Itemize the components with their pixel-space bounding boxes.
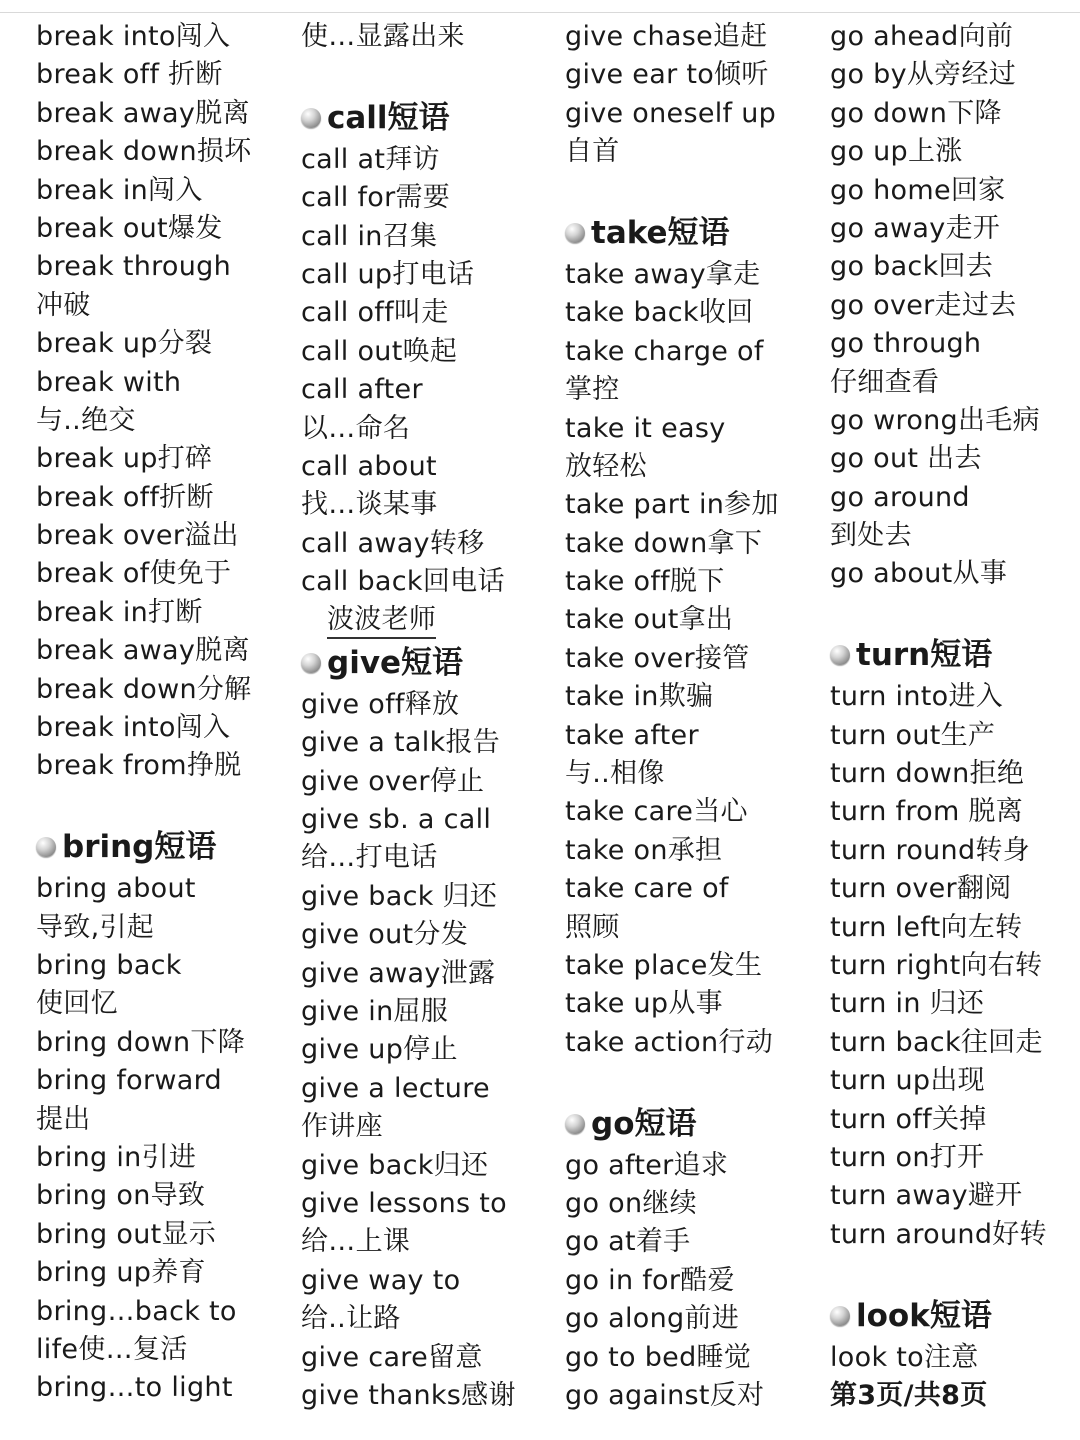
- section-heading: [565, 1101, 815, 1147]
- section-heading: [830, 1293, 1075, 1339]
- phrase-entry: give away泄露: [301, 957, 496, 989]
- phrase-entry: 以…命名: [301, 412, 411, 444]
- phrase-entry: go ahead向前: [830, 21, 1014, 52]
- phrase-entry: 与..绝交: [36, 404, 136, 436]
- phrase-entry: give ear to倾听: [565, 59, 769, 91]
- phrase-entry: give off释放: [301, 688, 460, 720]
- phrase-entry: give back归还: [301, 1149, 489, 1181]
- top-divider: [0, 12, 1080, 13]
- phrase-entry: break out爆发: [36, 212, 223, 244]
- phrase-entry: give oneself up: [565, 97, 777, 129]
- pearl-bullet-icon: [565, 223, 585, 243]
- phrase-entry: go out 出去: [830, 443, 982, 475]
- phrase-entry: call about: [301, 450, 437, 482]
- phrase-entry: 仔细查看: [830, 366, 940, 398]
- phrase-entry: take out拿出: [565, 604, 734, 636]
- pearl-bullet-icon: [565, 1114, 585, 1134]
- phrase-entry: 导致,引起: [36, 911, 155, 943]
- spacer: [565, 1062, 815, 1100]
- phrase-entry: take place发生: [565, 949, 763, 981]
- phrase-entry: bring about: [36, 873, 196, 905]
- phrase-entry: take part in参加: [565, 489, 779, 521]
- phrase-entry: break down损坏: [36, 136, 252, 168]
- phrase-entry: 找…谈某事: [301, 489, 438, 521]
- phrase-entry: turn right向右转: [830, 949, 1043, 981]
- column-4: [830, 18, 1075, 1415]
- phrase-entry: 提出: [36, 1103, 91, 1135]
- phrase-entry: go about从事: [830, 558, 1008, 590]
- phrase-entry: turn round转身: [830, 834, 1031, 866]
- phrase-entry: take in欺骗: [565, 681, 714, 713]
- section-heading-text: look短语: [856, 1297, 992, 1334]
- phrase-entry: bring on导致: [36, 1180, 206, 1212]
- section-heading-text: bring短语: [62, 829, 217, 866]
- section-heading-text: turn短语: [856, 637, 993, 674]
- pearl-bullet-icon: [830, 645, 850, 665]
- phrase-entry: take off脱下: [565, 566, 725, 598]
- phrase-entry: 给…打电话: [301, 842, 438, 874]
- phrase-entry: take up从事: [565, 988, 723, 1020]
- phrase-entry: turn back往回走: [830, 1026, 1043, 1058]
- phrase-entry: give up停止: [301, 1034, 458, 1066]
- phrase-entry: give back 归还: [301, 880, 498, 912]
- column-3: [565, 18, 815, 1415]
- section-heading-text: give短语: [327, 644, 464, 681]
- phrase-entry: take down拿下: [565, 527, 763, 559]
- phrase-entry: turn off关掉: [830, 1103, 987, 1135]
- phrase-entry: turn on打开: [830, 1141, 985, 1173]
- page-number: 第3页/共8页: [830, 1379, 988, 1411]
- phrase-entry: give a talk报告: [301, 727, 501, 759]
- phrase-entry: break away脱离: [36, 97, 250, 129]
- phrase-entry: take after: [565, 719, 699, 751]
- phrase-entry: break of使免于: [36, 558, 232, 590]
- phrase-entry: give out分发: [301, 919, 469, 951]
- phrase-entry: take care当心: [565, 796, 748, 828]
- phrase-entry: go over走过去: [830, 289, 1017, 321]
- spacer: [830, 1254, 1075, 1292]
- phrase-entry: go by从旁经过: [830, 59, 1017, 91]
- phrase-entry: bring out显示: [36, 1218, 217, 1250]
- phrase-entry: go through: [830, 328, 982, 360]
- phrase-entry: turn left向左转: [830, 911, 1023, 943]
- phrase-entry: bring forward: [36, 1065, 222, 1097]
- phrase-entry: call away转移: [301, 527, 485, 559]
- phrase-entry: 给..让路: [301, 1303, 401, 1335]
- phrase-entry: take on承担: [565, 834, 723, 866]
- phrase-entry: turn out生产: [830, 719, 996, 751]
- section-heading-text: go短语: [591, 1105, 697, 1142]
- phrase-entry: bring up养育: [36, 1257, 206, 1289]
- phrase-entry: break over溢出: [36, 520, 239, 552]
- phrase-entry: bring in引进: [36, 1141, 197, 1173]
- phrase-entry: give sb. a call: [301, 804, 492, 836]
- phrase-entry: call after: [301, 374, 423, 406]
- phrase-entry: go home回家: [830, 174, 1006, 206]
- phrase-entry: go in for酷爱: [565, 1264, 735, 1296]
- phrase-entry: 与..相像: [565, 758, 665, 790]
- phrase-entry: go around: [830, 481, 970, 513]
- phrase-entry: call in召集: [301, 220, 438, 252]
- phrase-entry: 到处去: [830, 520, 912, 552]
- phrase-entry: turn in 归还: [830, 988, 985, 1020]
- phrase-entry: call off叫走: [301, 297, 449, 329]
- phrase-entry: 掌控: [565, 374, 620, 406]
- phrase-entry: call back回电话: [301, 566, 505, 598]
- phrase-entry: turn around好转: [830, 1218, 1047, 1250]
- phrase-entry: break up分裂: [36, 328, 213, 360]
- phrase-entry: bring back: [36, 949, 182, 981]
- phrase-entry: 使回忆: [36, 988, 118, 1020]
- phrase-entry: 冲破: [36, 289, 91, 321]
- phrase-entry: go to bed睡觉: [565, 1341, 752, 1373]
- phrase-entry: go along前进: [565, 1303, 740, 1335]
- phrase-entry: give over停止: [301, 765, 485, 797]
- phrase-entry: give lessons to: [301, 1187, 507, 1219]
- phrase-entry: go after追求: [565, 1149, 729, 1181]
- column-1: [36, 18, 286, 1408]
- phrase-entry: turn from 脱离: [830, 796, 1024, 828]
- phrase-entry: go up上涨: [830, 136, 963, 168]
- phrase-entry: 自首: [565, 136, 620, 168]
- phrase-entry: bring…back to: [36, 1295, 237, 1327]
- phrase-entry: give a lecture: [301, 1072, 490, 1104]
- pearl-bullet-icon: [301, 108, 321, 128]
- phrase-entry: turn into进入: [830, 681, 1004, 713]
- phrase-entry: call out唤起: [301, 335, 458, 367]
- phrase-entry: take action行动: [565, 1026, 774, 1058]
- phrase-entry: go away走开: [830, 212, 1001, 244]
- phrase-entry: give chase追赶: [565, 21, 768, 52]
- phrase-entry: 作讲座: [301, 1111, 383, 1143]
- phrase-entry: break into闯入: [36, 21, 231, 52]
- phrase-entry: break up打碎: [36, 443, 213, 475]
- pearl-bullet-icon: [830, 1306, 850, 1326]
- phrase-entry: break from挣脱: [36, 750, 242, 782]
- phrase-entry: go wrong出毛病: [830, 404, 1040, 436]
- phrase-entry: break in打断: [36, 596, 203, 628]
- phrase-entry: 给…上课: [301, 1226, 411, 1258]
- phrase-entry: go on继续: [565, 1187, 697, 1219]
- phrase-entry: go back回去: [830, 251, 994, 283]
- phrase-entry: life使…复活: [36, 1333, 188, 1365]
- pearl-bullet-icon: [301, 653, 321, 673]
- pearl-bullet-icon: [36, 837, 56, 857]
- phrase-entry: turn down拒绝: [830, 758, 1025, 790]
- phrase-entry: take back收回: [565, 297, 754, 329]
- section-heading: [565, 210, 815, 256]
- phrase-entry: break down分解: [36, 673, 252, 705]
- phrase-entry: 放轻松: [565, 450, 647, 482]
- phrase-entry: take charge of: [565, 335, 764, 367]
- author-name: 波波老师: [327, 603, 436, 639]
- phrase-entry: go down下降: [830, 97, 1002, 129]
- phrase-entry: give way to: [301, 1264, 461, 1296]
- phrase-entry: bring…to light: [36, 1372, 233, 1404]
- phrase-entry: break off折断: [36, 481, 214, 513]
- phrase-entry: call at拜访: [301, 143, 440, 175]
- spacer: [36, 786, 286, 824]
- phrase-entry: take care of: [565, 873, 729, 905]
- phrase-entry: give care留意: [301, 1341, 483, 1373]
- section-heading: [301, 95, 556, 141]
- section-heading-text: call短语: [327, 99, 450, 136]
- phrase-entry: take it easy: [565, 412, 726, 444]
- phrase-entry: 使…显露出来: [301, 21, 465, 52]
- section-heading: [36, 824, 286, 870]
- section-heading: [830, 632, 1075, 678]
- column-2: [301, 18, 556, 1415]
- phrase-entry: 照顾: [565, 911, 620, 943]
- phrase-entry: give thanks感谢: [301, 1379, 516, 1411]
- phrase-entry: call for需要: [301, 182, 451, 214]
- spacer: [830, 594, 1075, 632]
- phrase-entry: call up打电话: [301, 258, 475, 290]
- phrase-entry: turn up出现: [830, 1065, 985, 1097]
- spacer: [565, 172, 815, 210]
- phrase-entry: break off 折断: [36, 59, 223, 91]
- phrase-entry: turn away避开: [830, 1180, 1023, 1212]
- phrase-entry: look to注意: [830, 1341, 979, 1373]
- spacer: [301, 56, 556, 94]
- phrase-entry: break in闯入: [36, 174, 203, 206]
- section-heading-text: take短语: [591, 214, 730, 251]
- phrase-entry: break away脱离: [36, 635, 250, 667]
- phrase-entry: break into闯入: [36, 712, 231, 744]
- phrase-entry: take over接管: [565, 642, 750, 674]
- phrase-entry: turn over翻阅: [830, 873, 1012, 905]
- phrase-entry: take away拿走: [565, 258, 761, 290]
- phrase-entry: break with: [36, 366, 182, 398]
- phrase-entry: go against反对: [565, 1379, 765, 1411]
- phrase-entry: bring down下降: [36, 1026, 246, 1058]
- author-line: [301, 601, 556, 639]
- section-heading: [301, 640, 556, 686]
- phrase-entry: go at着手: [565, 1226, 691, 1258]
- phrase-entry: break through: [36, 251, 232, 283]
- phrase-entry: give in屈服: [301, 995, 449, 1027]
